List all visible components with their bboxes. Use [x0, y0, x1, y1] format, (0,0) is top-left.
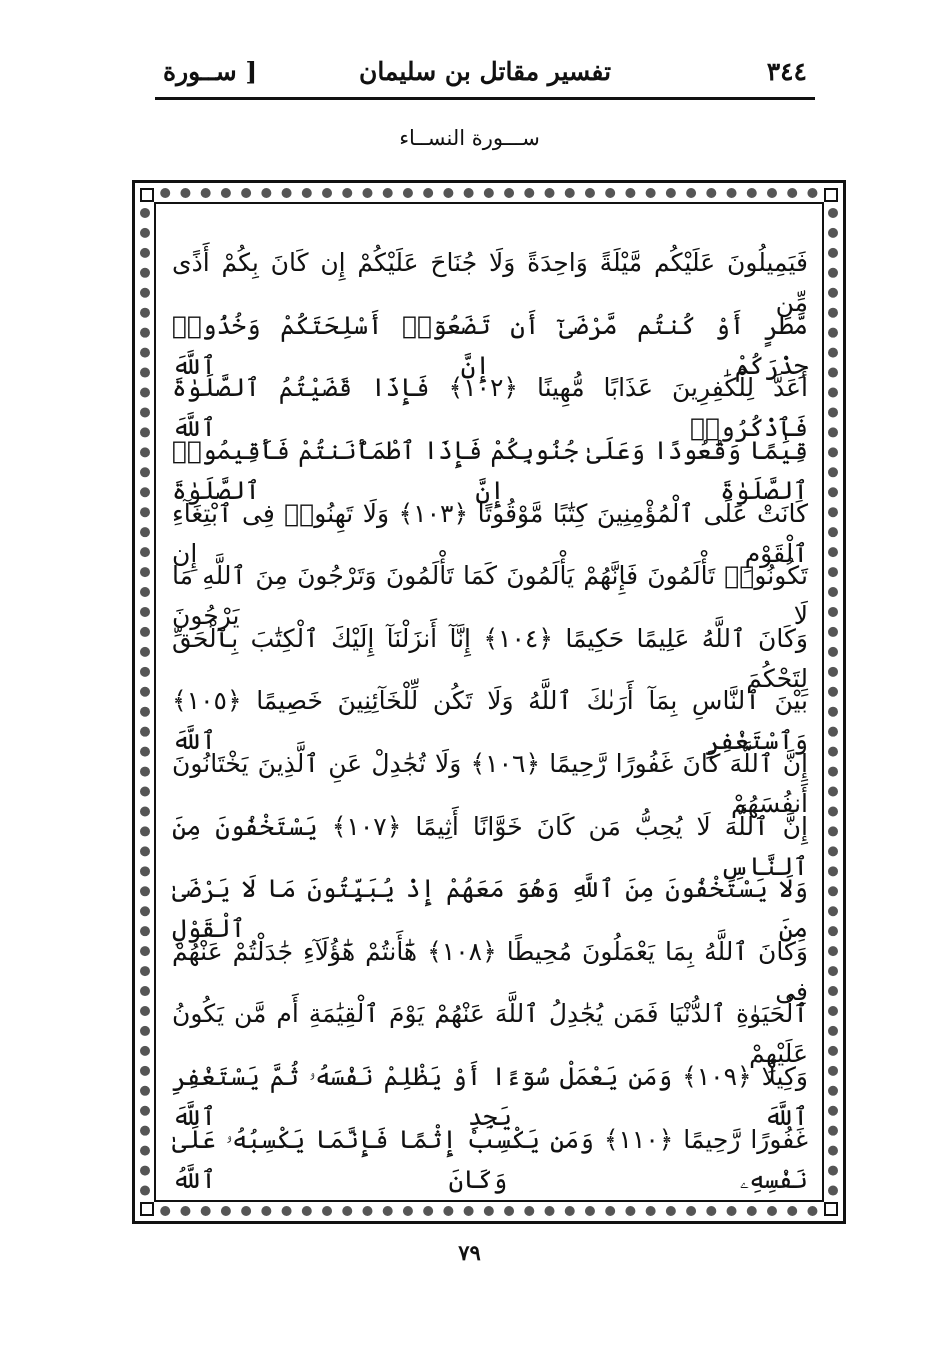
verse-line-text: مَّطَرٍ أَوْ كُنتُم مَّرْضَىٰٓ أَن تَضَعُوٓا۟ أَسْلِحَتَكُمْ وَخُذُوا۟ حِذْرَكُمْ إِنَّ ٱللَّهَ — [172, 310, 808, 380]
frame-corner-bottom-left — [140, 1202, 154, 1216]
surah-label: [ ســورة — [163, 57, 258, 86]
frame-corner-bottom-right — [824, 1202, 838, 1216]
verse-line-text: غَفُورًا رَّحِيمًا ﴿١١٠﴾ وَمَن يَكْسِبْ إِثْمًا فَإِنَّمَا يَكْسِبُهُۥ عَلَىٰ نَفْسِهِۦ وَكَانَ ٱللَّهُ — [172, 1124, 808, 1194]
frame-corner-top-right — [824, 188, 838, 202]
verse-line — [172, 795, 808, 881]
verse-line-text: وَكِيلًا ﴿١٠٩﴾ وَمَن يَعْمَلْ سُوٓءًا أَوْ يَظْلِمْ نَفْسَهُۥ ثُمَّ يَسْتَغْفِرِ ٱللَّهَ يَجِدِ ٱللَّهَ — [172, 1062, 809, 1132]
frame-corner-top-left — [140, 188, 154, 202]
surah-subtitle: ســـورة النســاء — [399, 126, 540, 150]
verse-line — [172, 858, 808, 944]
running-header — [155, 48, 815, 100]
verse-line-text: أَعَدَّ لِلْكَٰفِرِينَ عَذَابًا مُّهِينًا ﴿١٠٢﴾ فَإِذَا قَضَيْتُمُ ٱلصَّلَوٰةَ فَٱذْكُرُوا۟ ٱللَّهَ — [172, 373, 808, 443]
verse-line — [172, 983, 808, 1069]
verse-line — [172, 670, 808, 756]
folio-number: ٧٩ — [458, 1240, 481, 1265]
verse-line — [172, 295, 808, 380]
verse-line-text: بَيْنَ ٱلنَّاسِ بِمَآ أَرَىٰكَ ٱللَّهُ وَلَا تَكُن لِّلْخَآئِنِينَ خَصِيمًا ﴿١٠٥﴾ وَٱسْتَغْفِرِ ٱللَّهَ — [172, 686, 808, 756]
verse-line-text: وَكَانَ ٱللَّهُ بِمَا يَعْمَلُونَ مُحِيطًا ﴿١٠٨﴾ هَٰٓأَنتُمْ هَٰٓؤُلَآءِ جَٰدَلْتُمْ عَنْهُمْ فِى — [172, 936, 808, 1006]
verse-block — [172, 232, 809, 1194]
verse-line-text: إِنَّ ٱللَّهَ لَا يُحِبُّ مَن كَانَ خَوَّانًا أَثِيمًا ﴿١٠٧﴾ يَسْتَخْفُونَ مِنَ ٱلنَّاسِ — [172, 811, 808, 881]
verse-line-text: إِنَّ ٱللَّهَ كَانَ غَفُورًا رَّحِيمًا ﴿١٠٦﴾ وَلَا تُجَٰدِلْ عَنِ ٱلَّذِينَ يَخْتَانُونَ أَنفُسَهُمْ — [172, 749, 808, 819]
verse-line — [172, 1046, 809, 1132]
book-title: تفسير مقاتل بن سليمان — [358, 57, 612, 86]
page-number: ٣٤٤ — [766, 57, 807, 86]
verse-line-text: قِيَٰمًا وَقُعُودًا وَعَلَىٰ جُنُوبِكُمْ فَإِذَا ٱطْمَأْنَنتُمْ فَأَقِيمُوا۟ ٱلصَّلَوٰةَ إِنَّ ٱلصَّلَوٰةَ — [172, 436, 808, 506]
verse-line-text: وَلَا يَسْتَخْفُونَ مِنَ ٱللَّهِ وَهُوَ مَعَهُمْ إِذْ يُبَيِّتُونَ مَا لَا يَرْضَىٰ مِنَ ٱلْقَوْلِ — [172, 874, 808, 944]
verse-line-text: كَانَتْ عَلَى ٱلْمُؤْمِنِينَ كِتَٰبًا مَّوْقُوتًا ﴿١٠٣﴾ وَلَا تَهِنُوا۟ فِى ٱبْتِغَآءِ ٱلْقَوْمِ إِن — [172, 498, 809, 568]
verse-line-text: وَكَانَ ٱللَّهُ عَلِيمًا حَكِيمًا ﴿١٠٤﴾ إِنَّآ أَنزَلْنَآ إِلَيْكَ ٱلْكِتَٰبَ بِٱلْحَقِّ لِتَحْكُمَ — [172, 623, 808, 693]
verse-line-text: ٱلْحَيَوٰةِ ٱلدُّنْيَا فَمَن يُجَٰدِلُ ٱللَّهَ عَنْهُمْ يَوْمَ ٱلْقِيَٰمَةِ أَم مَّن يَكُونُ عَلَيْهِمْ — [172, 999, 808, 1069]
verse-line — [172, 232, 808, 318]
verse-line-text: تَكُونُوا۟ تَأْلَمُونَ فَإِنَّهُمْ يَأْلَمُونَ كَمَا تَأْلَمُونَ وَتَرْجُونَ مِنَ ٱللَّهِ مَا لَا يَرْجُونَ — [172, 561, 808, 631]
verse-line-text: فَيَمِيلُونَ عَلَيْكُم مَّيْلَةً وَاحِدَةً وَلَا جُنَاحَ عَلَيْكُمْ إِن كَانَ بِكُمْ أَذًى مِّن — [172, 248, 808, 318]
header-rule — [155, 97, 815, 100]
